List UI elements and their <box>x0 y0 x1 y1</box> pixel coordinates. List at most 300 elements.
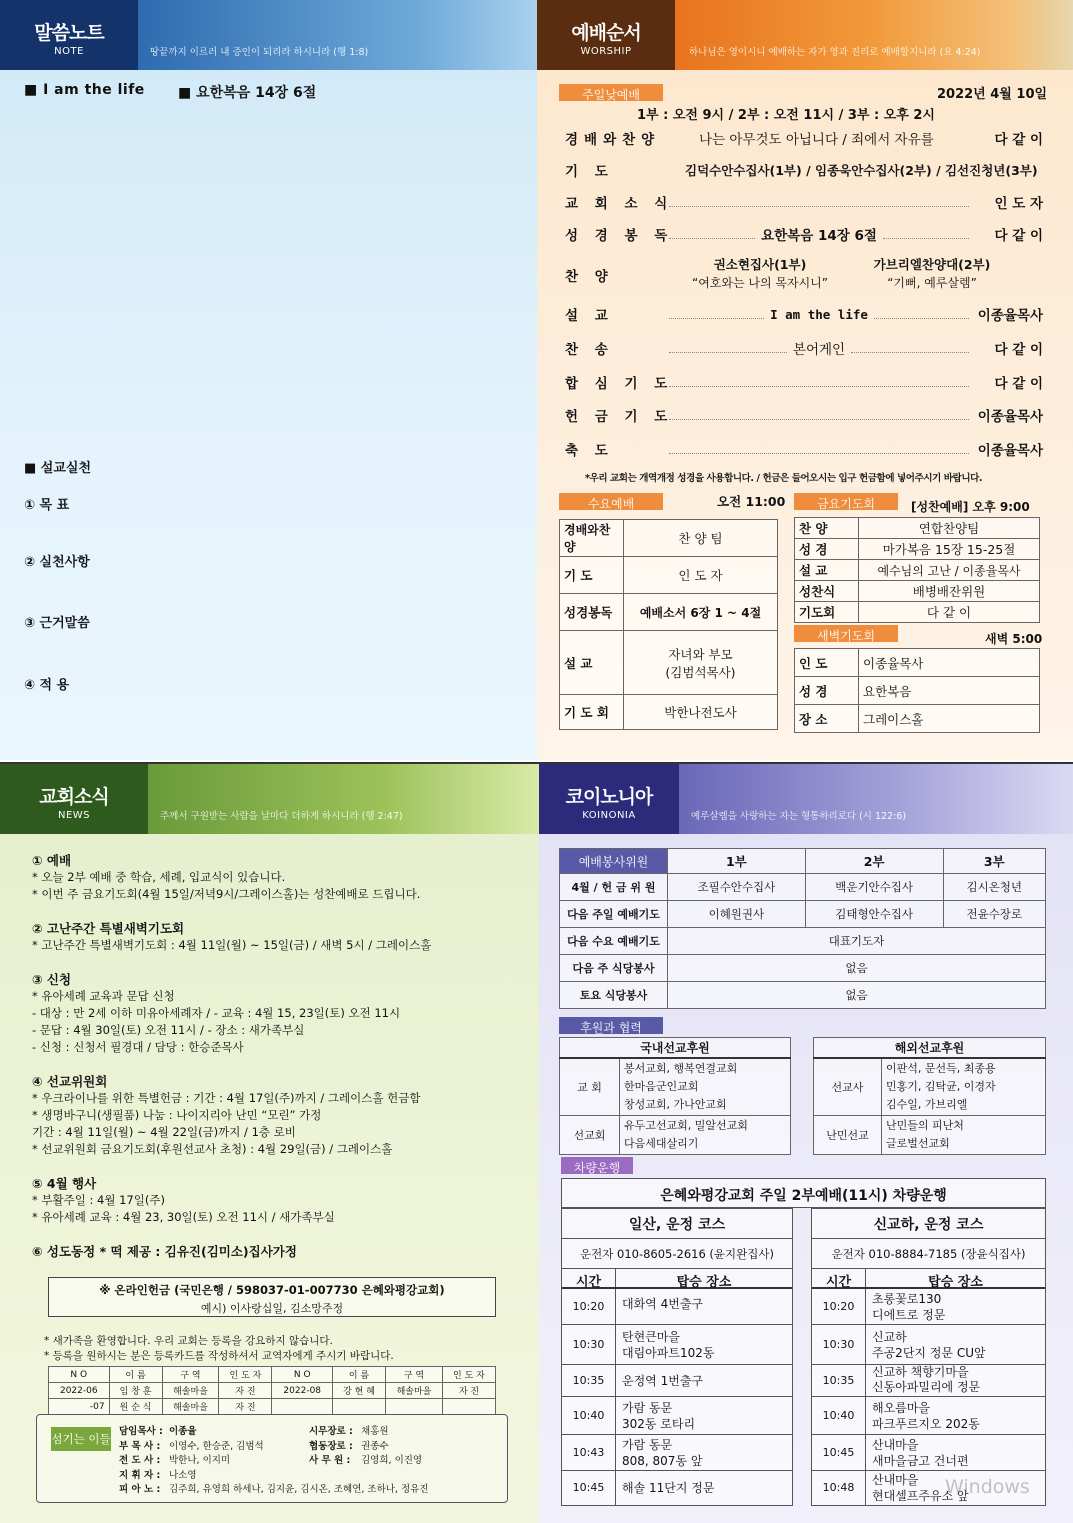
note-header-banner <box>138 0 537 70</box>
news-line: - 문답 : 4월 30일(토) 오전 11시 / - 장소 : 새가족부실 <box>32 1023 305 1037</box>
course-stop <box>812 1325 1045 1365</box>
table-row <box>814 1058 1046 1116</box>
stop-time: 10:45 <box>562 1471 616 1505</box>
table-cell <box>620 1058 791 1116</box>
praise-a-song: “여호와는 나의 목자시니” <box>692 276 828 290</box>
practice-basis: ③ 근거말씀 <box>24 616 90 631</box>
news-line: * 유아세례 교육과 문답 신청 <box>32 989 175 1003</box>
order-label: 경배와찬양 <box>565 132 661 148</box>
staff-list <box>119 1425 509 1498</box>
practice-action: ② 실천사항 <box>24 555 90 570</box>
table-cell: 원 순 식 <box>109 1399 162 1415</box>
news-line: * 오늘 2부 예배 중 학습, 세례, 입교식이 있습니다. <box>32 870 286 884</box>
stop-time: 10:30 <box>562 1325 616 1364</box>
course-driver: 운전자 010-8884-7185 (장윤식집사) <box>812 1239 1045 1269</box>
order-leader: 다 같 이 <box>994 342 1044 358</box>
praise-a-name: 권소현집사(1부) <box>713 257 807 272</box>
service-times: 1부 : 오전 9시 / 2부 : 오전 11시 / 3부 : 오후 2시 <box>637 108 935 123</box>
stop-time: 10:48 <box>812 1471 866 1505</box>
support-item: 유두고선교회, 밀알선교회 <box>624 1119 748 1132</box>
support-item: 이판석, 문선득, 최종용 <box>886 1062 996 1075</box>
staff-names: 김영희, 이진영 <box>361 1455 423 1466</box>
stop-place-line: 탄현큰마을 <box>622 1330 680 1344</box>
stop-place-line: 현대셀프주유소 앞 <box>872 1489 969 1503</box>
table-cell: 배병배잔위원 <box>859 581 1040 602</box>
koinonia-verse: 예루살렘을 사랑하는 자는 형통하리로다 (시 122:6) <box>691 811 907 822</box>
order-row <box>565 223 1043 245</box>
koinonia-badge <box>539 764 679 834</box>
staff-role: 지 휘 자 : <box>119 1469 161 1481</box>
table-cell: 백운기안수집사 <box>805 874 943 901</box>
bus-tag: 차량운행 <box>561 1157 633 1174</box>
order-leader: 이종율목사 <box>977 308 1043 324</box>
order-row <box>565 337 1043 359</box>
note-header <box>0 0 537 70</box>
order-dots <box>669 344 787 353</box>
stop-place <box>866 1325 1045 1364</box>
table-cell: 선교회 <box>560 1116 620 1155</box>
stop-place-line: 808, 807동 앞 <box>622 1454 703 1468</box>
table-cell: 찬 양 팀 <box>624 520 778 557</box>
news-line: ⑤ 4월 행사 <box>32 1176 97 1191</box>
table-row <box>795 602 1040 623</box>
table-cell: 기도회 <box>795 602 859 623</box>
stop-place-line: 가람 동문 <box>622 1401 673 1415</box>
news-line: - 신청 : 신청서 필경대 / 담당 : 한승준목사 <box>32 1040 244 1054</box>
order-label: 축 도 <box>565 443 614 459</box>
table-header-cell: 3부 <box>943 849 1046 874</box>
table-cell: 4월 / 헌 금 위 원 <box>560 874 668 901</box>
table-cell: 요한복음 <box>859 677 1040 705</box>
staff-role: 담임목사 : <box>119 1426 163 1437</box>
news-line: ⑥ 성도동정 * 떡 제공 : 김유진(김미소)집사가정 <box>32 1244 297 1259</box>
table-cell: 장 소 <box>795 705 859 733</box>
staff-names: 이영수, 한승준, 김범석 <box>169 1440 264 1452</box>
serve-tag: 예배봉사위원 <box>560 849 668 874</box>
table-cell <box>882 1058 1046 1116</box>
table-row <box>795 518 1040 539</box>
stop-time: 10:45 <box>812 1435 866 1470</box>
stop-place-line: 가람 동문 <box>622 1438 673 1452</box>
friday-table <box>794 517 1040 623</box>
table-cell: 연합찬양팀 <box>859 518 1040 539</box>
table-row <box>795 560 1040 581</box>
practice-title: ■ 설교실천 <box>24 461 92 476</box>
bus-course-singyoha <box>811 1208 1046 1506</box>
overseas-support-table <box>813 1037 1046 1155</box>
order-dots <box>669 445 969 454</box>
news-verse: 주께서 구원받는 사람을 날마다 더하게 하시니라 (행 2:47) <box>160 811 403 822</box>
table-cell: 성찬식 <box>795 581 859 602</box>
order-label: 기 도 <box>565 164 614 180</box>
table-cell: 박한나전도사 <box>624 695 778 730</box>
news-subtitle: NEWS <box>57 810 91 821</box>
news-header <box>0 764 539 834</box>
table-cell: 자 진 <box>219 1399 272 1415</box>
course-stop <box>562 1325 792 1365</box>
overseas-title: 해외선교후원 <box>814 1038 1046 1059</box>
worship-subtitle: WORSHIP <box>580 46 632 57</box>
friday-prayer-tag: 금요기도회 <box>794 493 898 510</box>
table-cell: 다음 주일 예배기도 <box>560 901 668 928</box>
domestic-title: 국내선교후원 <box>560 1038 791 1059</box>
table-row <box>560 557 778 594</box>
table-cell: 성 경 <box>795 677 859 705</box>
table-header-cell: 이 름 <box>333 1367 386 1383</box>
table-cell: 김태형안수집사 <box>805 901 943 928</box>
staff-role: 사 무 원 : <box>309 1455 351 1466</box>
stop-place-line: 파크푸르지오 202동 <box>872 1417 980 1431</box>
news-line: * 부활주일 : 4월 17일(주) <box>32 1193 165 1207</box>
staff-names: 채홍원 <box>361 1426 389 1437</box>
worship-header <box>537 0 1073 70</box>
table-row <box>560 955 1046 982</box>
support-item: 글로벌선교회 <box>886 1137 950 1150</box>
course-head <box>812 1269 1045 1289</box>
table-cell: 다 같 이 <box>859 602 1040 623</box>
bus-course-ilsan <box>561 1208 793 1506</box>
staff-names: 박한나, 이지미 <box>169 1455 231 1466</box>
stop-place <box>866 1397 1045 1434</box>
stop-place-line: 대화역 4번출구 <box>622 1297 704 1311</box>
news-panel <box>0 762 539 1523</box>
table-cell: 해솔마을 <box>162 1399 219 1415</box>
table-row <box>560 520 778 557</box>
order-label: 합 심 기 도 <box>565 376 674 392</box>
stop-place-line: 해솔 11단지 정문 <box>622 1481 715 1495</box>
online-offering-box <box>48 1277 496 1317</box>
course-name: 일산, 운정 코스 <box>562 1209 792 1239</box>
table-header-cell: 인 도 자 <box>442 1367 495 1383</box>
table-cell: 없음 <box>668 955 1046 982</box>
news-line <box>32 1158 522 1175</box>
stop-place <box>616 1365 792 1396</box>
course-head-time: 시간 <box>812 1269 866 1287</box>
stop-time: 10:40 <box>812 1397 866 1434</box>
stop-time: 10:30 <box>812 1325 866 1364</box>
course-stop <box>812 1435 1045 1471</box>
course-stop <box>562 1397 792 1435</box>
stop-place-line: 산내마을 <box>872 1438 919 1452</box>
worship-verse: 하나님은 영이시니 예배하는 자가 영과 진리로 예배할지니라 (요 4:24) <box>689 47 981 58</box>
order-leader: 인 도 자 <box>994 196 1043 212</box>
news-line <box>32 1056 522 1073</box>
course-stop <box>562 1471 792 1505</box>
online-offering-example: 예시) 이사랑십일, 김소망주정 <box>200 1302 344 1315</box>
course-stop <box>812 1365 1045 1397</box>
table-row <box>560 695 778 730</box>
stop-place-line: 디에트로 정문 <box>872 1308 946 1322</box>
staff-role: 시무장로 : <box>309 1426 353 1437</box>
table-header-row <box>49 1367 496 1383</box>
staff-role: 전 도 사 : <box>119 1455 161 1466</box>
order-label: 찬 송 <box>565 342 614 358</box>
table-cell: 그레이스홀 <box>859 705 1040 733</box>
course-head <box>562 1269 792 1289</box>
table-cell <box>620 1116 791 1155</box>
table-cell: 이혜원권사 <box>668 901 806 928</box>
table-row <box>560 1116 791 1155</box>
order-dots <box>874 310 969 319</box>
stop-time: 10:40 <box>562 1397 616 1434</box>
stop-place-line: 산내마을 <box>872 1473 919 1487</box>
windows-watermark: Windows <box>945 1476 1030 1498</box>
table-cell: -07 <box>49 1399 110 1415</box>
staff-names: 권종수 <box>361 1440 389 1452</box>
support-tag: 후원과 협력 <box>559 1017 663 1034</box>
table-header-cell: N O <box>49 1367 110 1383</box>
table-cell: 2022-08 <box>272 1383 333 1399</box>
order-dots <box>851 344 969 353</box>
order-value: 나는 아무것도 아닙니다 / 죄에서 자유를 <box>699 132 934 148</box>
news-list <box>32 852 522 1260</box>
table-cell <box>386 1399 443 1415</box>
news-line: * 선교위원회 금요기도회(후원선교사 초청) : 4월 29일(금) / 그레이스홀 <box>32 1142 393 1156</box>
order-dots <box>669 230 755 239</box>
worship-header-banner <box>675 0 1073 70</box>
table-row <box>795 705 1040 733</box>
news-line: ① 예배 <box>32 853 72 868</box>
table-cell: 선교사 <box>814 1058 882 1116</box>
stop-time: 10:35 <box>812 1365 866 1396</box>
stop-place <box>866 1365 1045 1396</box>
order-label: 설 교 <box>565 308 614 324</box>
table-cell: 성경봉독 <box>560 594 624 631</box>
table-cell <box>333 1399 386 1415</box>
koinonia-subtitle: KOINONIA <box>582 810 636 821</box>
table-cell: 해솔마을 <box>386 1383 443 1399</box>
stop-place <box>616 1471 792 1505</box>
table-cell: 다음 주 식당봉사 <box>560 955 668 982</box>
order-label: 성 경 봉 독 <box>565 228 674 244</box>
praise-b-song: “기뻐, 예루살렘” <box>887 276 977 290</box>
practice-goal: ① 목 표 <box>24 498 70 513</box>
domestic-support-table <box>559 1037 791 1155</box>
sermon-topic: 자녀와 부모 <box>668 646 733 662</box>
news-line: * 유아세례 교육 : 4월 23, 30일(토) 오전 11시 / 새가족부실 <box>32 1210 335 1224</box>
stop-place-line: 신동아파밀리에 정문 <box>872 1380 981 1394</box>
sermon-preacher: (김범석목사) <box>665 664 736 680</box>
table-cell: 마가복음 15장 15-25절 <box>859 539 1040 560</box>
table-cell: 예수님의 고난 / 이종율목사 <box>859 560 1040 581</box>
table-cell: 기 도 <box>560 557 624 594</box>
serve-table <box>559 848 1046 1009</box>
table-cell <box>442 1399 495 1415</box>
stop-place-line: 새마을금고 건너편 <box>872 1454 969 1468</box>
staff-row <box>119 1425 509 1440</box>
course-name: 신교하, 운정 코스 <box>812 1209 1045 1239</box>
stop-place-line: 대림아파트102동 <box>622 1346 715 1360</box>
news-line: * 고난주간 특별새벽기도회 : 4월 11일(월) ~ 15일(금) / 새벽 5시 / 그레이스홀 <box>32 938 432 952</box>
table-cell: 임 창 훈 <box>109 1383 162 1399</box>
stop-time: 10:20 <box>562 1289 616 1324</box>
table-cell <box>882 1116 1046 1155</box>
stop-time: 10:43 <box>562 1435 616 1470</box>
table-row <box>795 539 1040 560</box>
order-leader: 이종율목사 <box>977 409 1043 425</box>
koinonia-title: 코이노니아 <box>565 786 653 808</box>
news-line <box>32 903 522 920</box>
table-row <box>814 1116 1046 1155</box>
staff-row <box>119 1483 509 1498</box>
table-cell: 조필수안수집사 <box>668 874 806 901</box>
table-header-row <box>560 1038 791 1059</box>
table-row <box>49 1383 496 1399</box>
table-cell <box>272 1399 333 1415</box>
staff-row <box>119 1469 509 1484</box>
table-header-cell: 구 역 <box>386 1367 443 1383</box>
staff-box <box>36 1414 508 1503</box>
table-cell: 경배와찬양 <box>560 520 624 557</box>
sermon-reference: ■ 요한복음 14장 6절 <box>178 85 317 101</box>
stop-place-line: 운정역 1번출구 <box>622 1374 704 1388</box>
order-leader: 다 같 이 <box>994 228 1044 244</box>
table-cell: 없음 <box>668 982 1046 1009</box>
news-line: ② 고난주간 특별새벽기도회 <box>32 921 185 936</box>
table-row <box>560 1058 791 1116</box>
stop-place-line: 해오름마을 <box>872 1401 930 1415</box>
order-row <box>565 191 1043 213</box>
news-line: 기간 : 4월 11일(월) ~ 4월 22일(금)까지 / 1층 로비 <box>32 1125 296 1139</box>
table-header-row <box>560 849 1046 874</box>
table-cell: 전윤수장로 <box>943 901 1046 928</box>
koinonia-header-banner <box>679 764 1073 834</box>
table-header-cell: 2부 <box>805 849 943 874</box>
order-value: I am the life <box>770 306 868 322</box>
table-row <box>560 901 1046 928</box>
sunday-service-tag: 주일낮예배 <box>559 84 663 101</box>
order-value: 김덕수안수집사(1부) / 임종욱안수집사(2부) / 김선진청년(3부) <box>685 163 1038 178</box>
online-offering-account: ※ 온라인헌금 (국민은행 / 598037-01-007730 은혜와평강교회) <box>99 1283 445 1297</box>
order-row <box>565 303 1043 325</box>
table-header-cell: 1부 <box>668 849 806 874</box>
support-item: 난민들의 피난처 <box>886 1119 964 1132</box>
table-cell: 자 진 <box>219 1383 272 1399</box>
staff-row <box>119 1454 509 1469</box>
order-row <box>565 404 1043 426</box>
course-stop <box>562 1289 792 1325</box>
table-row <box>49 1399 496 1415</box>
staff-role: 부 목 사 : <box>119 1440 161 1452</box>
course-stop <box>812 1289 1045 1325</box>
table-cell: 교 회 <box>560 1058 620 1116</box>
table-row <box>795 649 1040 677</box>
order-row <box>565 127 1043 149</box>
order-dots <box>669 411 969 420</box>
news-line: ④ 선교위원회 <box>32 1074 108 1089</box>
table-cell: 해솔마을 <box>162 1383 219 1399</box>
order-row <box>565 159 1043 181</box>
news-line: - 대상 : 만 2세 이하 미유아세례자 / - 교육 : 4월 15, 23일(토) 오전 11시 <box>32 1006 401 1020</box>
table-row <box>560 982 1046 1009</box>
note-verse: 땅끝까지 이르러 내 증인이 되리라 하시니라 (행 1:8) <box>150 47 369 58</box>
sermon-title: ■ I am the life <box>24 82 145 98</box>
news-line: ③ 신청 <box>32 972 72 987</box>
staff-row <box>119 1440 509 1455</box>
stop-place <box>616 1397 792 1434</box>
table-cell: 설 교 <box>795 560 859 581</box>
support-item: 민홍기, 김탁균, 이경자 <box>886 1080 996 1093</box>
order-dots <box>669 198 969 207</box>
table-cell: 자 진 <box>442 1383 495 1399</box>
table-row <box>560 594 778 631</box>
worship-title: 예배순서 <box>571 22 641 44</box>
praise-label: 찬 양 <box>565 269 614 285</box>
table-cell: 대표기도자 <box>668 928 1046 955</box>
note-panel <box>0 0 537 760</box>
order-dots <box>669 310 764 319</box>
welcome-line: * 등록을 원하시는 분은 등록카드를 작성하셔서 교역자에게 주시기 바랍니다. <box>44 1350 394 1362</box>
course-head-place: 탑승 장소 <box>928 1275 983 1290</box>
dawn-time: 새벽 5:00 <box>985 632 1043 646</box>
table-cell: 토요 식당봉사 <box>560 982 668 1009</box>
order-value: 요한복음 14장 6절 <box>761 228 877 244</box>
news-line <box>32 1226 522 1243</box>
wednesday-time: 오전 11:00 <box>717 494 786 509</box>
order-leader: 다 같 이 <box>994 376 1043 392</box>
table-cell: 다음 수요 예배기도 <box>560 928 668 955</box>
note-subtitle: NOTE <box>54 46 84 57</box>
stop-place-line: 주공2단지 정문 CU앞 <box>872 1346 986 1360</box>
note-title: 말씀노트 <box>34 22 104 44</box>
table-row <box>560 928 1046 955</box>
koinonia-header <box>539 764 1073 834</box>
stop-place-line: 302동 로타리 <box>622 1417 696 1431</box>
table-header-row <box>814 1038 1046 1059</box>
friday-time: [성찬예배] 오후 9:00 <box>911 500 1030 514</box>
table-row <box>560 874 1046 901</box>
wednesday-table <box>559 519 778 730</box>
order-dots <box>883 230 969 239</box>
course-stop <box>812 1397 1045 1435</box>
dawn-table <box>794 648 1040 733</box>
staff-role: 협동장로 : <box>309 1440 353 1452</box>
news-badge <box>0 764 148 834</box>
dawn-prayer-tag: 새벽기도회 <box>794 625 898 642</box>
order-leader: 이종율목사 <box>977 443 1043 459</box>
support-item: 김수일, 가브리엘 <box>886 1098 968 1111</box>
praise-b-name: 가브리엘찬양대(2부) <box>873 257 991 272</box>
table-cell: 기 도 회 <box>560 695 624 730</box>
bus-title: 은혜와평강교회 주일 2부예배(11시) 차량운행 <box>561 1178 1046 1208</box>
order-leader: 다 같 이 <box>994 132 1043 148</box>
support-item: 봉서교회, 행복연결교회 <box>624 1062 738 1075</box>
support-item: 한마음군인교회 <box>624 1080 699 1093</box>
welcome-line: * 새가족을 환영합니다. 우리 교회는 등록을 강요하지 않습니다. <box>44 1335 333 1347</box>
stop-place <box>866 1289 1045 1324</box>
news-line <box>32 954 522 971</box>
table-cell: 설 교 <box>560 631 624 695</box>
table-cell: 예배소서 6장 1 ~ 4절 <box>624 594 778 631</box>
order-value: 본어게인 <box>792 342 846 358</box>
staff-names: 김주희, 유영희 하세나, 김지윤, 김시온, 조혜연, 조하나, 정유진 <box>169 1484 429 1495</box>
table-row <box>560 631 778 695</box>
service-note: *우리 교회는 개역개정 성경을 사용합니다. / 헌금은 들어오시는 입구 헌금함에 넣어주시기 바랍니다. <box>585 473 983 484</box>
stop-place <box>866 1435 1045 1470</box>
news-title: 교회소식 <box>39 786 109 808</box>
stop-place <box>616 1325 792 1364</box>
wednesday-service-tag: 수요예배 <box>559 493 663 510</box>
worship-badge <box>537 0 675 70</box>
note-badge <box>0 0 138 70</box>
course-head-place: 탑승 장소 <box>676 1275 732 1290</box>
stop-place-line: 신교하 <box>872 1330 907 1344</box>
order-label: 교 회 소 식 <box>565 196 674 212</box>
stop-place <box>616 1435 792 1470</box>
stop-place-line: 초롱꽃로130 <box>872 1292 942 1306</box>
news-line: * 이번 주 금요기도회(4월 15일/저녁9시/그레이스홀)는 성찬예배로 드립니다. <box>32 887 421 901</box>
staff-names: 이종율 <box>169 1426 197 1437</box>
